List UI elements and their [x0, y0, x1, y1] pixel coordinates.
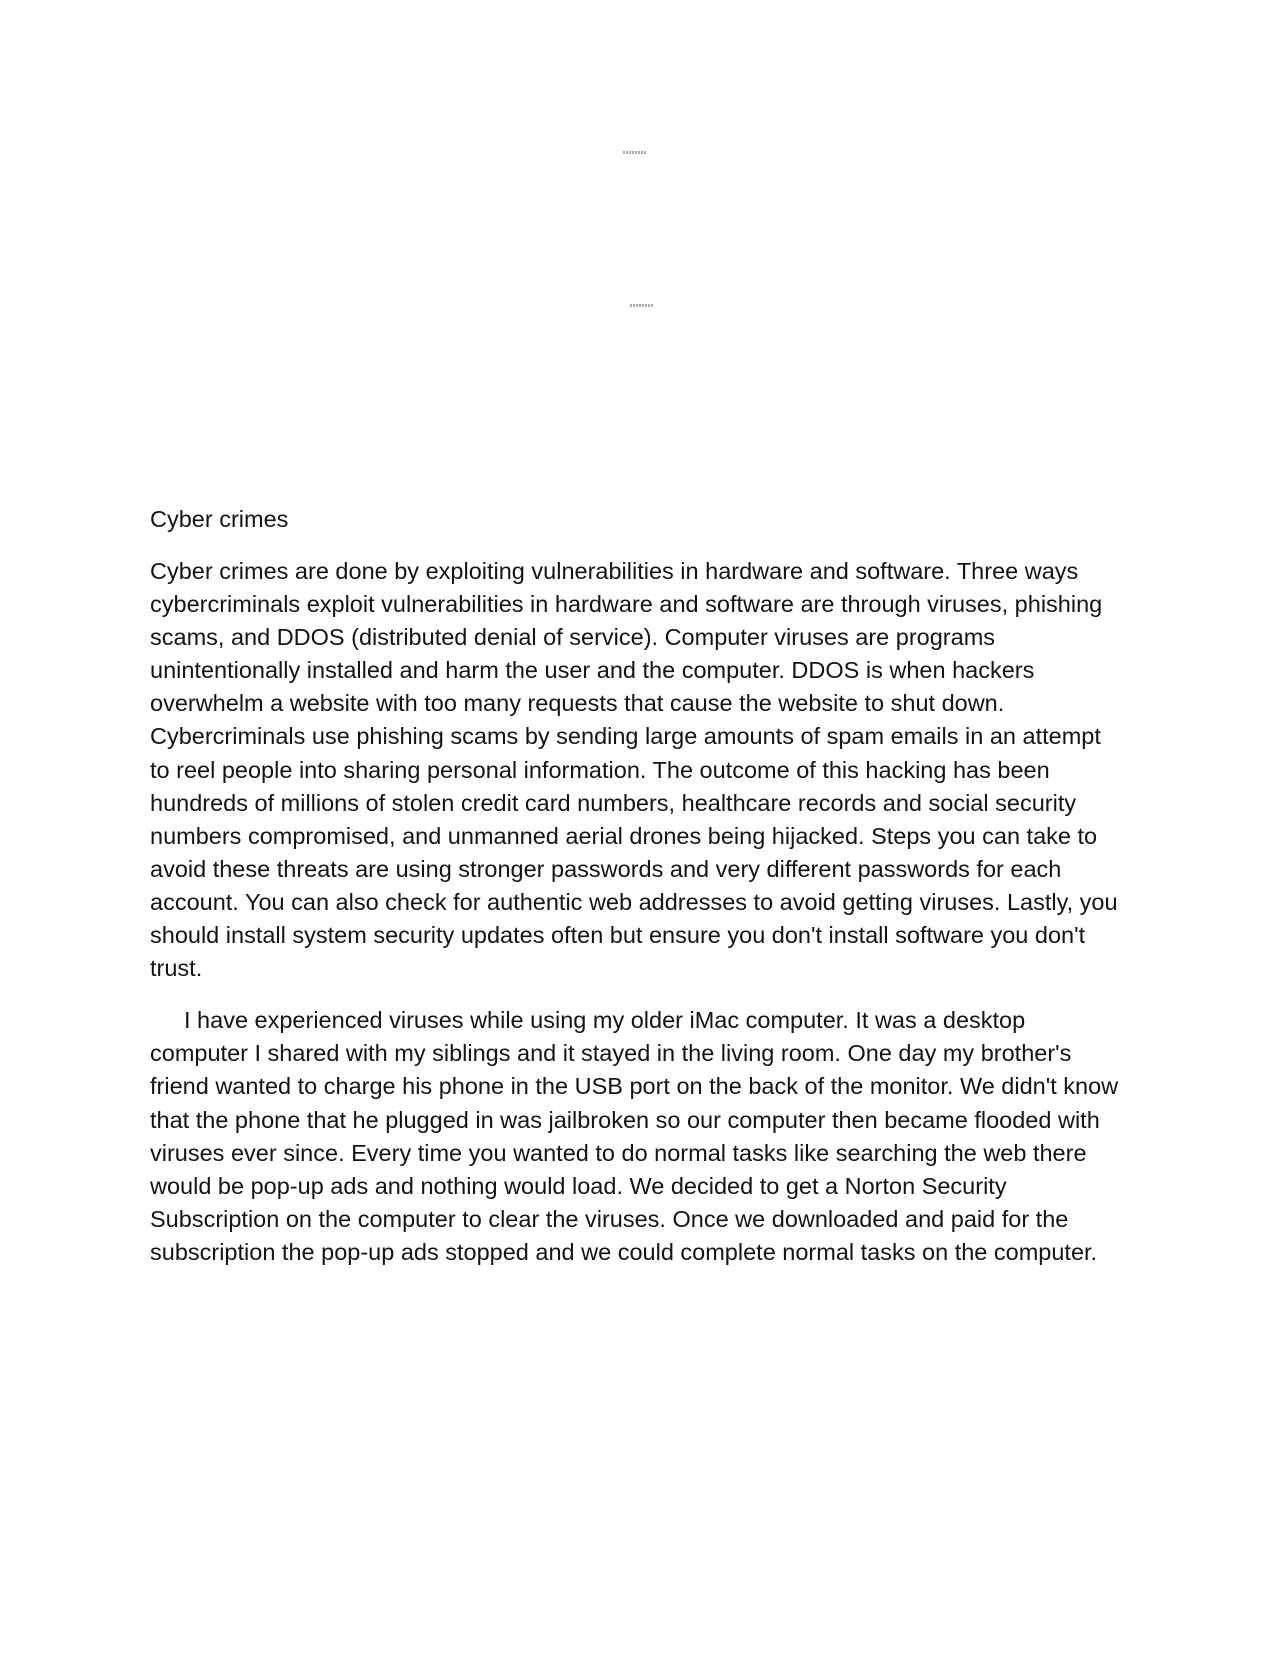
document-title: Cyber crimes	[150, 506, 289, 532]
subheader-mark	[630, 304, 654, 307]
header-mark	[623, 151, 647, 154]
paragraph-2: I have experienced viruses while using my older iMac computer. It was a desktop computer I shared with my siblings and it stayed in the living room. One day my brother's friend wanted to charge his phone in the USB port on the back of the monitor. We didn't know that the phone that he plugged in was jailbroken so our computer then became flooded with viruses ever since. Every time you wanted to do normal tasks like searching the web there would be pop-up ads and nothing would load. We decided to get a Norton Security Subscription on the computer to clear the viruses. Once we downloaded and paid for the subscription the pop-up ads stopped and we could complete normal tasks on the computer.	[150, 1007, 1119, 1265]
document-body	[150, 503, 1120, 1288]
paragraph-1: Cyber crimes are done by exploiting vulnerabilities in hardware and software. Three ways cybercriminals exploit vulnerabilities in hardware and software are through viruses, phishing scams, and DDOS (distributed denial of service). Computer viruses are programs unintentionally installed and harm the user and the computer. DDOS is when hackers overwhelm a website with too many requests that cause the website to shut down. Cybercriminals use phishing scams by sending large amounts of spam emails in an attempt to reel people into sharing personal information. The outcome of this hacking has been hundreds of millions of stolen credit card numbers, healthcare records and social security numbers compromised, and unmanned aerial drones being hijacked. Steps you can take to avoid these threats are using stronger passwords and very different passwords for each account. You can also check for authentic web addresses to avoid getting viruses. Lastly, you should install system security updates often but ensure you don't install software you don't trust.	[150, 558, 1118, 982]
